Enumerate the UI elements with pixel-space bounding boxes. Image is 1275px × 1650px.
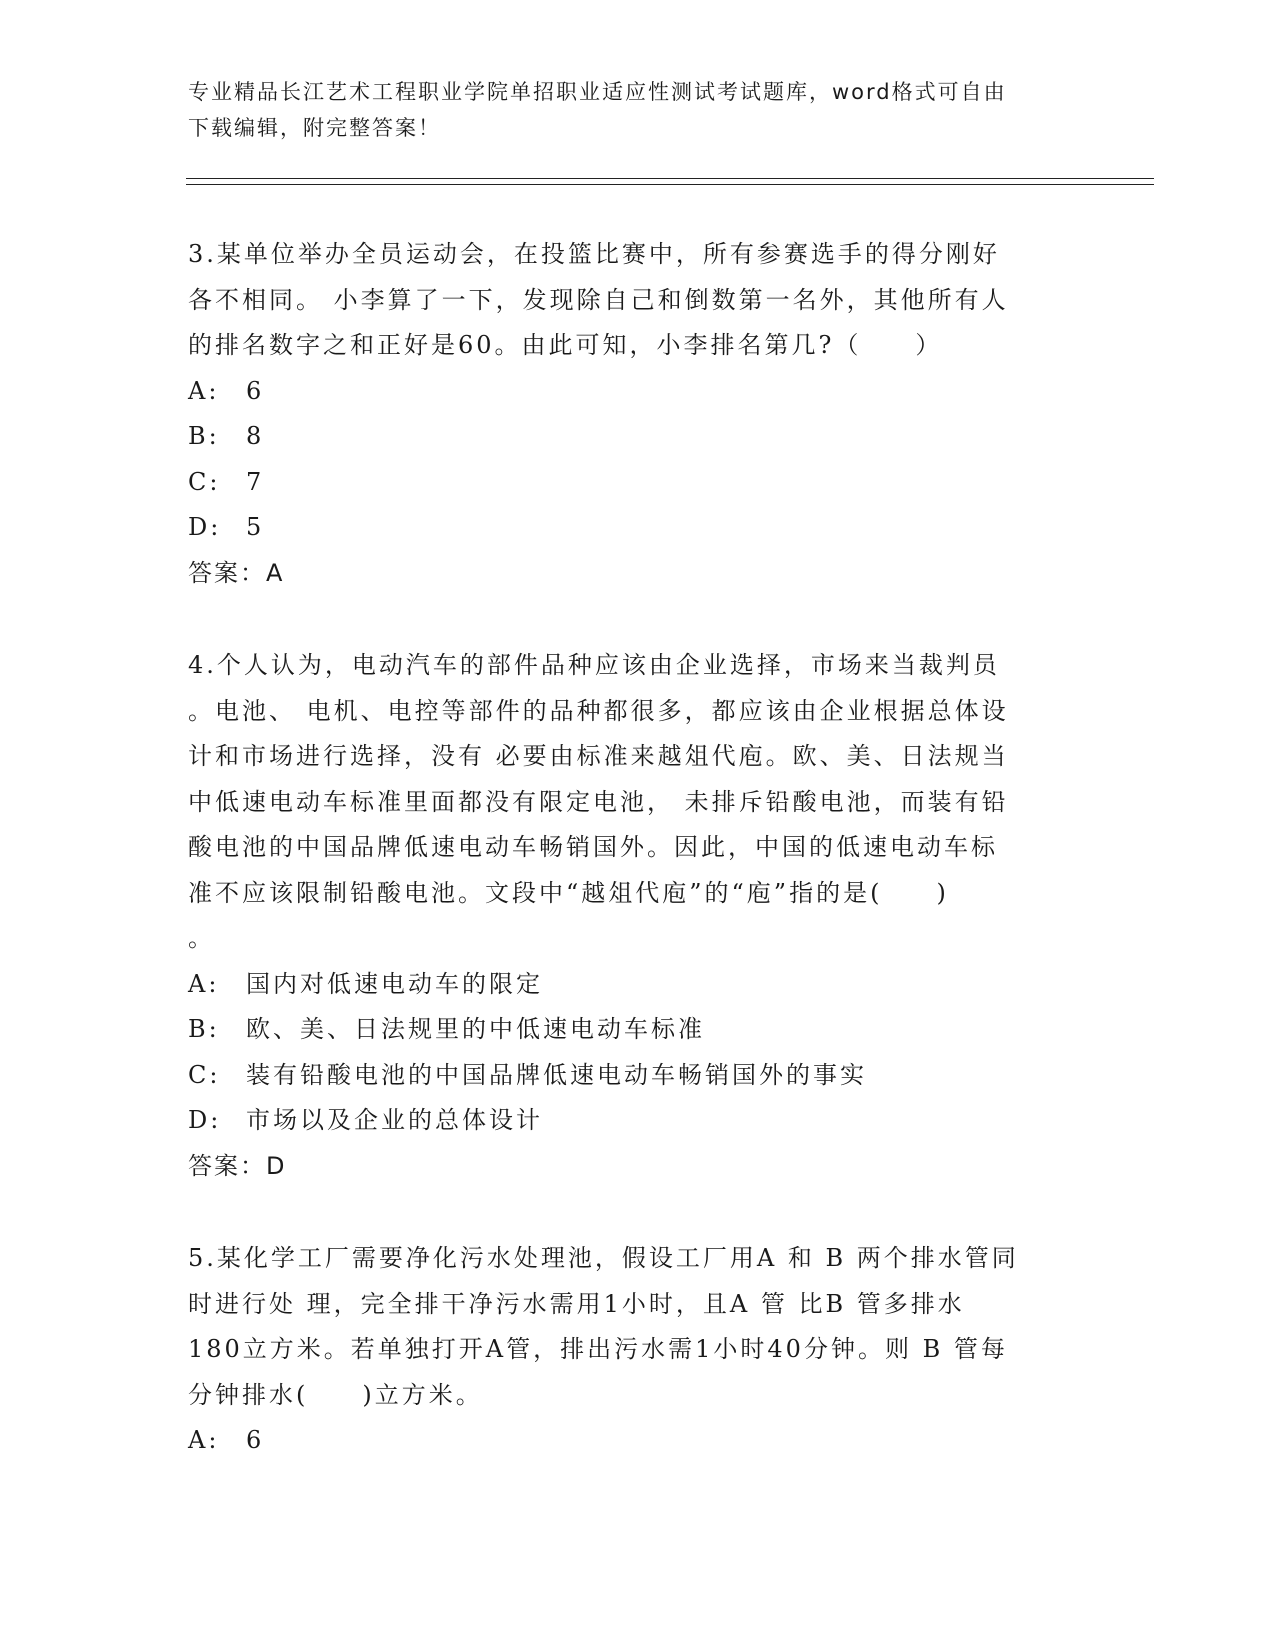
option-letter: D:	[188, 513, 222, 541]
option-text: 欧、美、日法规里的中低速电动车标准	[246, 1015, 705, 1043]
question-text-line: 180立方米。若单独打开A管，排出污水需1小时40分钟。则 B 管每	[188, 1335, 1008, 1363]
option-text: 8	[246, 422, 265, 450]
option-b	[188, 414, 1088, 460]
option-text: 国内对低速电动车的限定	[246, 969, 543, 998]
option-letter: A:	[188, 969, 220, 998]
option-letter: C:	[188, 1060, 221, 1089]
question-text-line: 各不相同。 小李算了一下，发现除自己和倒数第一名外，其他所有人	[188, 285, 1009, 314]
header-line-2: 下载编辑，附完整答案！	[188, 116, 441, 140]
question-text-line: 准不应该限制铅酸电池。文段中“越俎代庖”的“庖”指的是( )	[188, 878, 949, 907]
question-text-line: 。	[188, 924, 215, 952]
option-d	[188, 1098, 1088, 1144]
option-b	[188, 1007, 1088, 1053]
question-text-line: 4.个人认为，电动汽车的部件品种应该由企业选择，市场来当裁判员	[188, 651, 1000, 679]
option-letter: C:	[188, 467, 221, 496]
question-4	[188, 643, 1088, 1189]
question-5	[188, 1236, 1088, 1464]
option-a	[188, 369, 1088, 415]
question-text-line: 中低速电动车标准里面都没有限定电池， 未排斥铅酸电池，而装有铅	[188, 787, 1009, 816]
option-d	[188, 505, 1088, 551]
option-letter: D:	[188, 1106, 222, 1134]
question-text-line: 分钟排水( )立方米。	[188, 1380, 483, 1409]
question-text-line: 时进行处 理，完全排干净污水需用1小时，且A 管 比B 管多排水	[188, 1289, 965, 1318]
question-text-line: 的排名数字之和正好是60。由此可知，小李排名第几?（ ）	[188, 331, 943, 359]
question-text-line: 酸电池的中国品牌低速电动车畅销国外。因此，中国的低速电动车标	[188, 833, 998, 861]
option-c	[188, 1053, 1088, 1099]
option-letter: A:	[188, 1426, 220, 1454]
option-text: 5	[246, 513, 265, 541]
option-a	[188, 1418, 1088, 1464]
option-letter: B:	[188, 1015, 220, 1043]
question-text-line: 。电池、 电机、电控等部件的品种都很多，都应该由企业根据总体设	[188, 696, 1009, 725]
header-line-1: 专业精品长江艺术工程职业学院单招职业适应性测试考试题库，word格式可自由	[188, 80, 1007, 104]
option-letter: B:	[188, 422, 220, 450]
question-text-line: 计和市场进行选择，没有 必要由标准来越俎代庖。欧、美、日法规当	[188, 742, 1009, 770]
header-divider-top	[186, 178, 1154, 179]
option-text: 装有铅酸电池的中国品牌低速电动车畅销国外的事实	[246, 1060, 867, 1089]
page-header	[188, 74, 1088, 146]
answer-label: 答案：A	[188, 558, 285, 587]
option-letter: A:	[188, 376, 220, 405]
option-text: 6	[246, 1426, 265, 1454]
option-text: 6	[246, 376, 265, 405]
question-text-line: 3.某单位举办全员运动会，在投篮比赛中，所有参赛选手的得分刚好	[188, 240, 1000, 268]
option-text: 7	[246, 467, 265, 496]
header-divider-bottom	[186, 184, 1154, 185]
question-text-line: 5.某化学工厂需要净化污水处理池，假设工厂用A 和 B 两个排水管同	[188, 1244, 1019, 1272]
option-c	[188, 460, 1088, 506]
option-a	[188, 962, 1088, 1008]
question-3	[188, 232, 1088, 596]
option-text: 市场以及企业的总体设计	[246, 1106, 543, 1134]
answer-label: 答案：D	[188, 1151, 287, 1180]
